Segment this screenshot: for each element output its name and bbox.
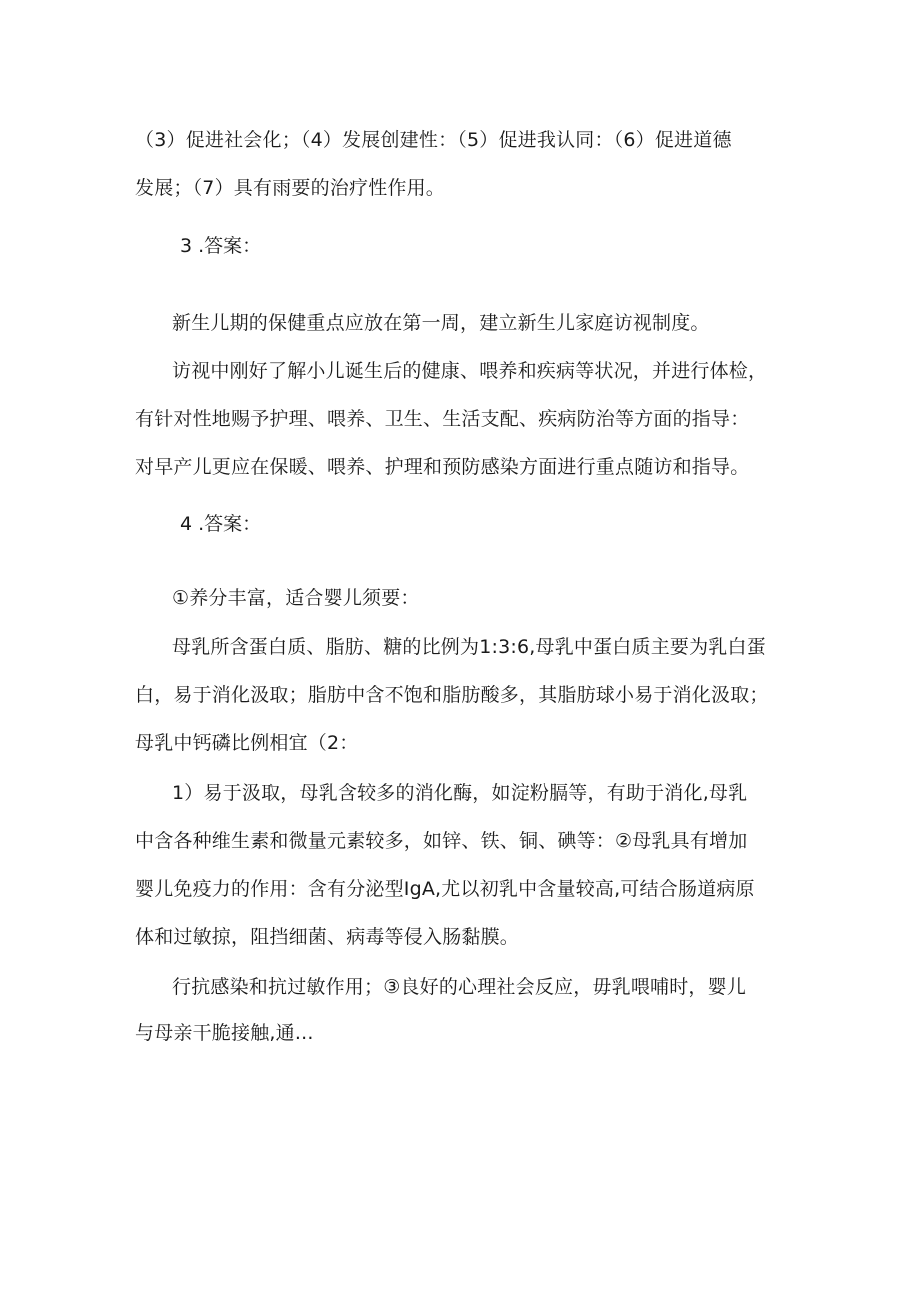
answer-4-paragraph-2-line-1: 母乳所含蛋白质、脂肪、糖的比例为1:3:6,母乳中蛋白质主要为乳白蛋 [172,636,766,658]
answer-4-paragraph-4-line-1: 行抗感染和抗过敏作用；③良好的心理社会反应，毋乳喂哺时，婴儿 [172,976,747,998]
answer-3-heading: 3 .答案： [180,235,262,257]
answer-4-paragraph-3-line-3: 婴儿免疫力的作用：含有分泌型IgA,尤以初乳中含量较高,可结合肠道病原 [135,878,755,900]
answer-3-paragraph-2-line-1: 访视中刚好了解小儿诞生后的健康、喂养和疾病等状况，并进行体检， [172,360,768,382]
answer-4-paragraph-3-line-2: 中含各种维生素和微量元素较多，如锌、铁、铜、碘等：②母乳具有增加 [135,830,748,852]
answer-4-paragraph-1: ①养分丰富，适合婴儿须要： [172,587,420,609]
answer-4-paragraph-2-line-3: 母乳中钙磷比例相宜（2： [135,732,359,754]
answer-3-paragraph-2-line-2: 有针对性地赐予护理、喂养、卫生、生活支配、疾病防治等方面的指导： [135,408,750,430]
answer-4-paragraph-4-line-2: 与母亲干脆接触,通... [135,1022,314,1044]
answer-4-paragraph-3-line-1: 1）易于汲取，母乳含较多的消化酶，如淀粉膈等，有助于消化,母乳 [172,782,748,804]
answer-4-paragraph-2-line-2: 白，易于消化汲取；脂肪中含不饱和脂肪酸多，其脂肪球小易于消化汲取； [135,684,769,706]
intro-line-1: （3）促进社会化；（4）发展创建性：（5）促进我认同：（6）促进道德 [135,129,732,151]
intro-line-2: 发展；（7）具有雨要的治疗性作用。 [135,177,445,199]
answer-4-paragraph-3-line-4: 体和过敏掠，阻挡细菌、病毒等侵入肠黏膜。 [135,926,520,948]
answer-3-paragraph-1: 新生儿期的保健重点应放在第一周，建立新生儿家庭访视制度。 [172,312,710,334]
answer-4-heading: 4 .答案： [180,513,262,535]
answer-3-paragraph-2-line-3: 对早产儿更应在保暖、喂养、护理和预防感染方面进行重点随访和指导。 [135,456,750,478]
